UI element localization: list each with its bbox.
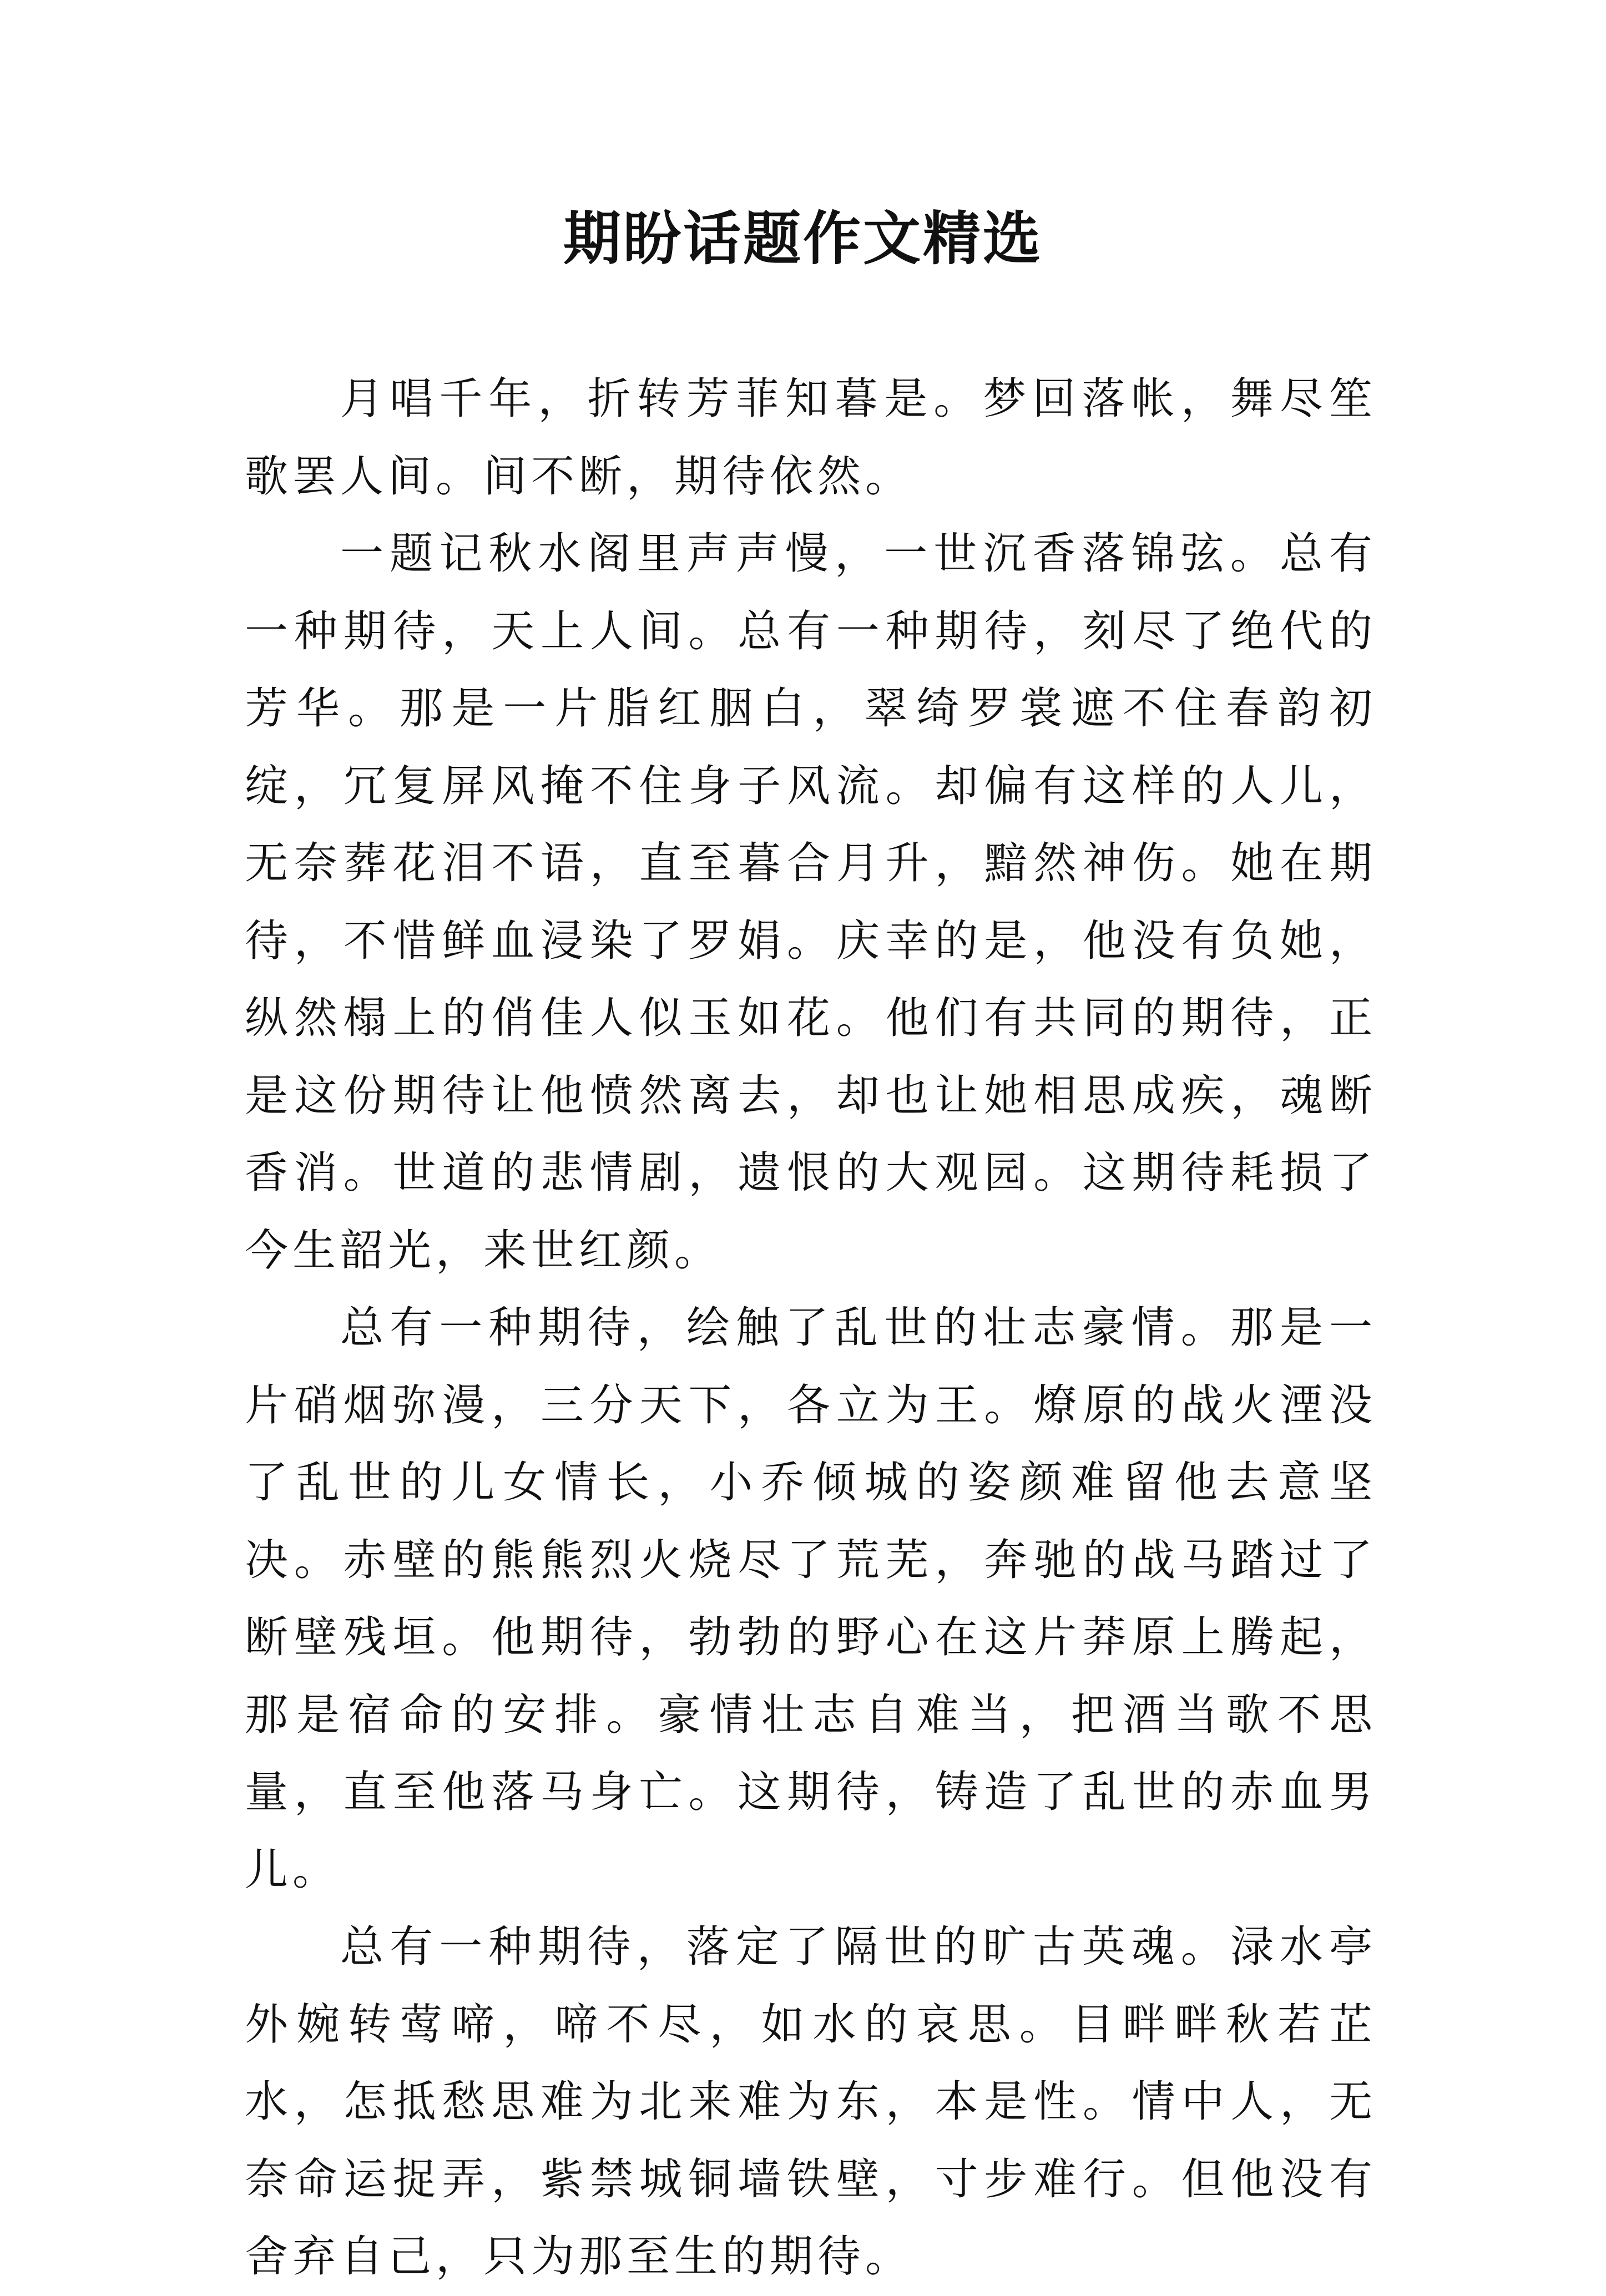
paragraph-4: 总有一种期待，落定了隔世的旷古英魂。渌水亭外婉转莺啼，啼不尽，如水的哀思。目畔畔秋若芷水，怎抵愁思难为北来难为东，本是性。情中人，无奈命运捉弄，紫禁城铜墙铁壁，寸步难行。但他没有舍弃自己，只为那至生的期待。 — [245, 1922, 1377, 2282]
paragraph-2: 一题记秋水阁里声声慢，一世沉香落锦弦。总有一种期待，天上人间。总有一种期待，刻尽了绝代的芳华。那是一片脂红胭白，翠绮罗裳遮不住春韵初绽，冗复屏风掩不住身子风流。却偏有这样的人儿，无奈葬花泪不语，直至暮合月升，黯然神伤。她在期待，不惜鲜血浸染了罗娟。庆幸的是，他没有负她，纵然榻上的俏佳人似玉如花。他们有共同的期待，正是这份期待让他愤然离去，却也让她相思成疾，魂断香消。世道的悲情剧，遗恨的大观园。这期待耗损了今生韶光，来世红颜。 — [245, 529, 1377, 1276]
document-body — [245, 361, 1377, 2296]
paragraph-3: 总有一种期待，绘触了乱世的壮志豪情。那是一片硝烟弥漫，三分天下，各立为王。燎原的战火湮没了乱世的儿女情长，小乔倾城的姿颜难留他去意坚决。赤壁的熊熊烈火烧尽了荒芜，奔驰的战马踏过了断壁残垣。他期待，勃勃的野心在这片莽原上腾起，那是宿命的安排。豪情壮志自难当，把酒当歌不思量，直至他落马身亡。这期待，铸造了乱世的赤血男儿。 — [245, 1303, 1377, 1895]
paragraph-1: 月唱千年，折转芳菲知暮是。梦回落帐，舞尽笙歌罢人间。间不断，期待依然。 — [245, 374, 1377, 502]
document-title: 期盼话题作文精选 — [563, 204, 1043, 272]
